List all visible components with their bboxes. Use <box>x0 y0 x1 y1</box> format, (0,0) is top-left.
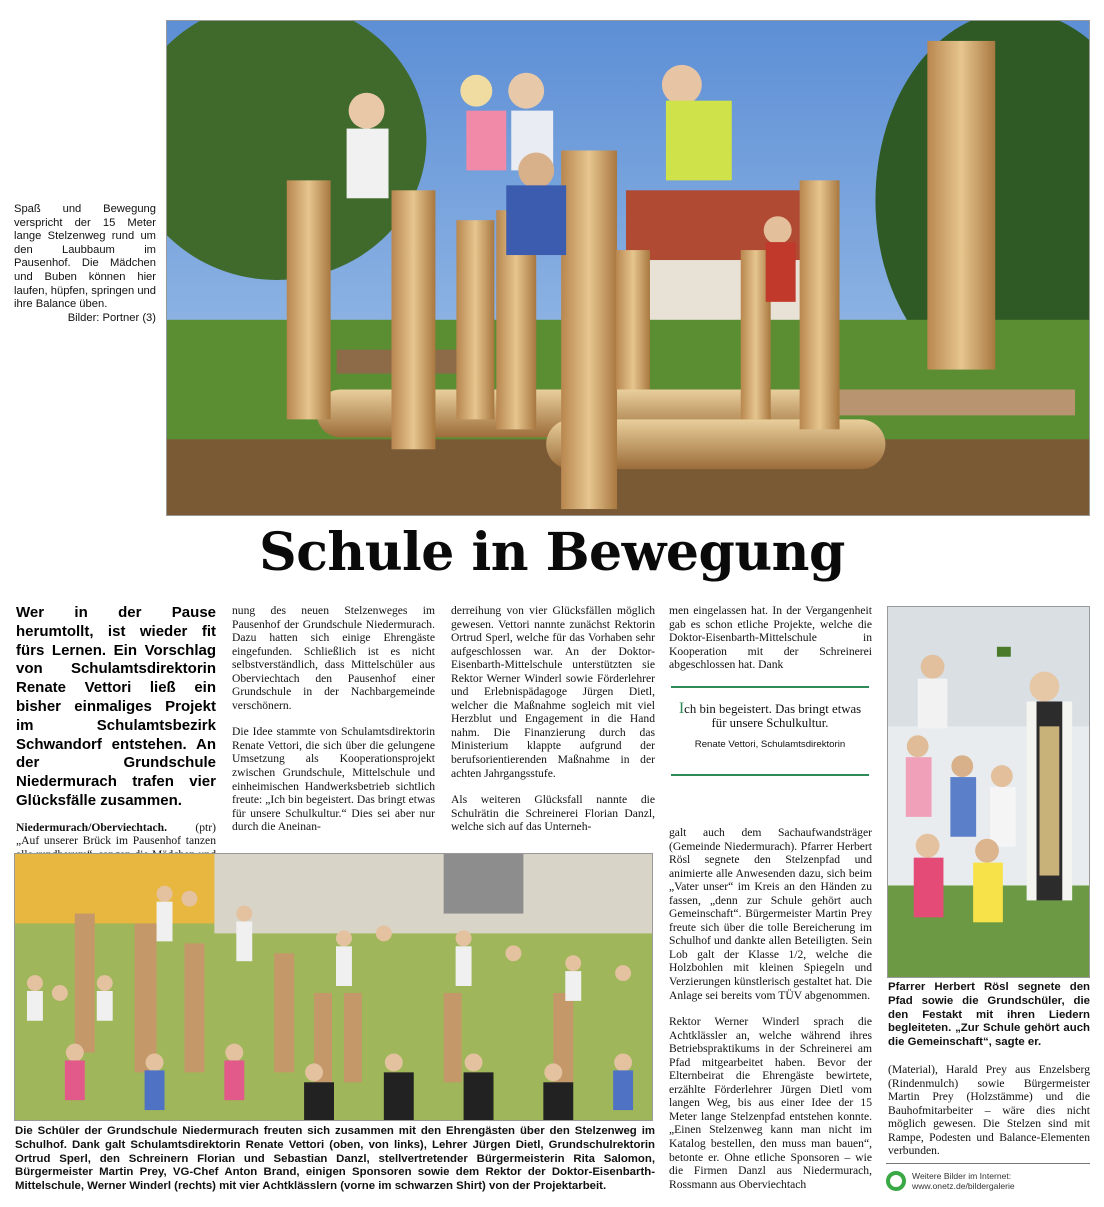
column-4-top <box>669 604 872 672</box>
column-1 <box>16 604 216 875</box>
agency-tag: (ptr) <box>167 820 216 834</box>
gallery-ring-icon <box>886 1171 906 1191</box>
web-gallery-box[interactable] <box>886 1163 1090 1193</box>
body-paragraph-9: (Material), Harald Prey aus Enzelsberg (Rindenmulch) sowie Bürgermeister Martin Prey (Holzstämme) und die Bauhofmitarbeiter – wäre dies nicht möglich gewesen. Die Stelzen sind mit Rampe, Podesten und Balance-Elementen verbunden. <box>888 1063 1090 1158</box>
pull-quote <box>671 686 869 776</box>
photo-priest-blessing-illustration <box>888 607 1089 977</box>
photo-caption-top-text: Spaß und Bewegung verspricht der 15 Meter lange Stelzenweg rund um den Laubbaum im Pausenhof. Die Mädchen und Buben können hier laufen, hüpfen, springen und ihre Balance üben. <box>14 203 156 311</box>
web-gallery-text <box>912 1171 1015 1191</box>
body-paragraph-5: Als weiteren Glücksfall nannte die Schulrätin die Schreinerei Florian Danzl, welche sich auf das Unterneh- <box>451 793 655 834</box>
body-paragraph-2: nung des neuen Stelzenweges im Pausenhof der Grundschule Niedermurach. Dazu hatten sich einige Ehrengäste eingefunden. Schließlich ist es nicht selbstverständlich, dass Mittelschüler aus Oberviechtach den Pausenhof einer Grundschule in der Nachbargemeinde verschönern. <box>232 604 435 712</box>
body-paragraph-6: men eingelassen hat. In der Vergangenheit gab es schon etliche Projekte, welche die Doktor-Eisenbarth-Mittelschule in Kooperation mit der Schreinerei abgeschlossen hat. Dank <box>669 604 872 672</box>
column-5-bottom <box>888 1063 1090 1158</box>
photo-caption-right: Pfarrer Herbert Rösl segnete den Pfad sowie die Grundschüler, die den Festakt mit ihren Liedern begleiteten. „Zur Schule gehört auch die Gemeinschaft“, sagte er. <box>888 981 1090 1049</box>
web-gallery-line-1: Weitere Bilder im Internet: <box>912 1170 1012 1181</box>
dateline: Niedermurach/Oberviechtach. <box>16 820 168 834</box>
pull-quote-author: Renate Vettori, Schulamtsdirektorin <box>694 739 846 750</box>
body-paragraph-8: Rektor Werner Winderl sprach die Achtklässler an, welche während ihres Betriebspraktikums in der Schreinerei am Pfad mitgearbeitet haben. Bevor der Elternbeirat die Ehrengäste bewirtete, erzählte Förderlehrer Jürgen Dietl vom langen Weg, bis aus einer Idee der 15 Meter lange Stelzenpfad entstehen konnte. „Einen Stelzenweg kann man nicht im Katalog bestellen, den muss man bauen“, betonte er. Ohne etliche Sponsoren – wie die Firmen Danzl aus Niedermurach, Rossmann aus Oberviechtach <box>669 1015 872 1191</box>
photo-group-illustration <box>15 854 652 1120</box>
body-paragraph-3: Die Idee stammte von Schulamtsdirektorin Renate Vettori, die sich über die gelungene Umsetzung als Kooperationsprojekt zwischen Grundschule, Mittelschule und einheimischen Handwerksbetrieb sichtlich freute: „Ich bin begeistert. Das bringt etwas für unsere Schulkultur.“ Dies sei aber nur durch die Aneinan- <box>232 725 435 834</box>
photo-stilt-path <box>166 20 1090 516</box>
pull-quote-text <box>671 702 869 730</box>
photo-credit: Bilder: Portner (3) <box>67 311 156 324</box>
headline: Schule in Bewegung <box>259 522 845 583</box>
body-text-1: „Auf unserer Brück im Pausenhof tanzen <box>16 834 216 848</box>
photo-caption-top <box>14 203 156 325</box>
photo-caption-group: Die Schüler der Grundschule Niedermurach freuten sich zusammen mit den Ehrengästen über den Stelzenweg im Schulhof. Dank galt Schulamtsdirektorin Renate Vettori (oben, von links), Lehrer Jürgen Dietl, Grundschulrektorin Ortrud Sperl, den Schreinern Florian und Sebastian Danzl, stellvertretender Bürgermeisterin Rita Salomon, Bürgermeister Martin Prey, VG-Chef Anton Brand, einigen Sponsoren sowie dem Rektor der Doktor-Eisenbarth-Mittelschule, Werner Winderl (rechts) mit vier Achtklässlern (vorne im schwarzen Shirt) von der Projektarbeit. <box>15 1125 655 1193</box>
column-2 <box>232 604 435 834</box>
lead-paragraph: Wer in der Pause herumtollt, ist wieder fit fürs Lernen. Ein Vorschlag von Schulamtsdirektorin Renate Vettori ließ ein bisher einmaliges Projekt im Schulamtsbezirk Schwandorf entstehen. An der Grundschule Niedermurach trafen vier Glücksfälle zusammen. <box>16 604 216 809</box>
pull-quote-body: ch bin begeistert. Das bringt etwas für unsere Schulkultur. <box>684 702 862 730</box>
pull-quote-initial: I <box>678 700 685 717</box>
web-gallery-url[interactable]: www.onetz.de/bildergalerie <box>912 1180 1015 1191</box>
body-paragraph-4: derreihung von vier Glücksfällen möglich gewesen. Vettori nannte zunächst Rektorin Ortrud Sperl, welche für das Vorhaben sehr aufgeschlossen war. An der Doktor-Eisenbarth-Mittelschule unterstützten sie Rektor Werner Winderl sowie Förderlehrer und Erlebnispädagoge Jürgen Dietl, welcher die Maßnahme sogleich mit viel Herzblut und Engagement in die Hand nahm. Die Finanzierung durch das Ministerium klappte aufgrund der berufsorientierenden Maßnahme in der achten Jahrgangsstufe. <box>451 604 655 780</box>
body-paragraph-7: galt auch dem Sachaufwandsträger (Gemeinde Niedermurach). Pfarrer Herbert Rösl segnete den Stelzenpfad und animierte alle Anwesenden dazu, sich beim „Vater unser“ im Kreis an den Händen zu fassen, „denn zur Schule gehört auch Gemeinschaft“. Bürgermeister Martin Prey freute sich über die tolle Bereicherung im Schulhof und dankte allen Beteiligten. Sein Lob galt der Klasse 1/2, welche die Holzbohlen mit kleinen Spiegeln und Verzierungen künstlerisch gestaltet hat. Die Anlage sei bereits vom TÜV abgenommen. <box>669 826 872 1002</box>
column-4-bottom <box>669 826 872 1191</box>
photo-stilt-path-illustration <box>167 21 1089 515</box>
column-3 <box>451 604 655 834</box>
photo-group <box>14 853 653 1121</box>
photo-priest-blessing <box>887 606 1090 978</box>
